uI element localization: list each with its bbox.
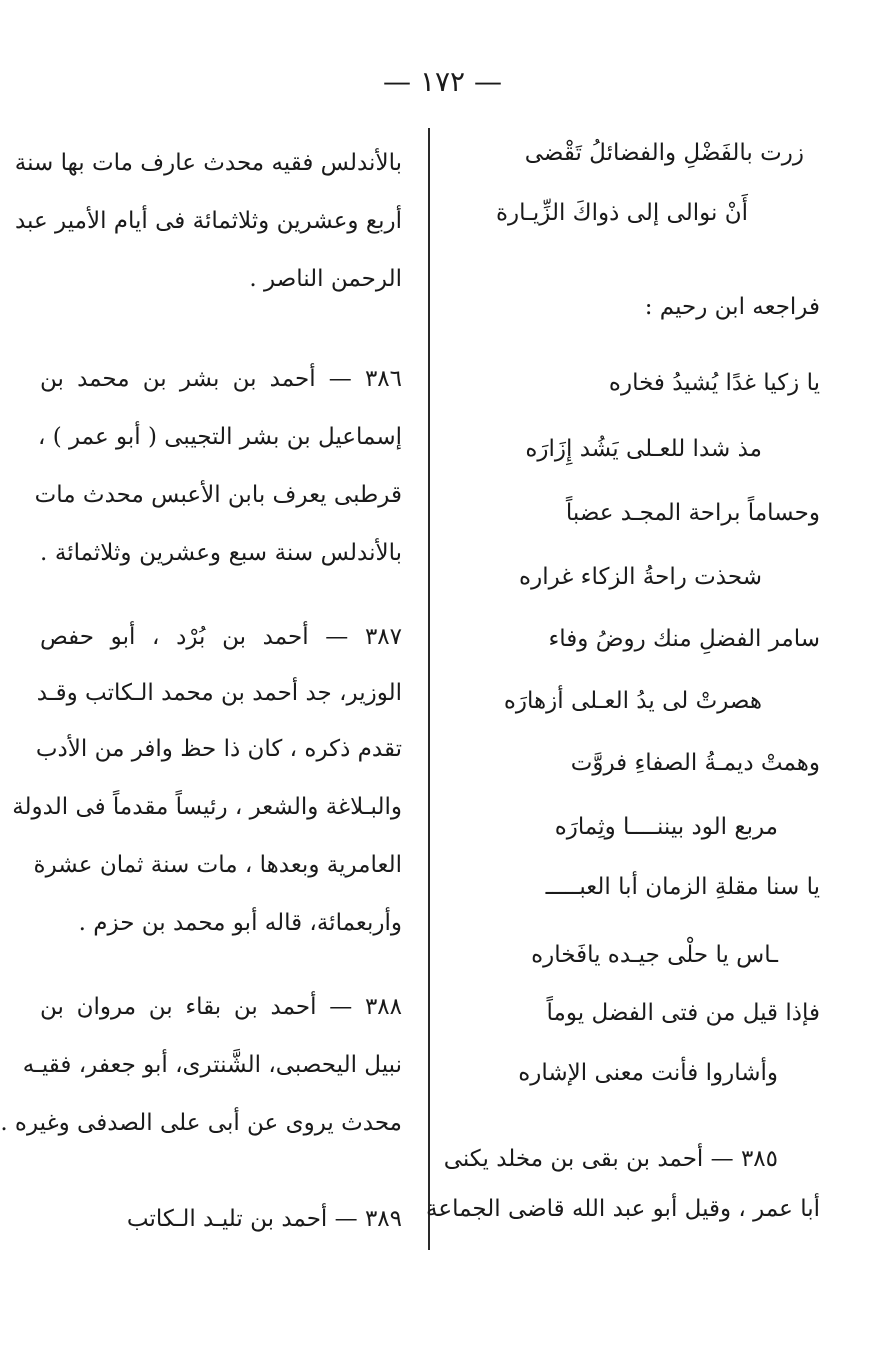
text-line: الرحمن الناصر . xyxy=(249,266,402,292)
text-line: والبـلاغة والشعر ، رئيساً مقدماً فى الدولة xyxy=(12,794,402,820)
text-line: أبا عمر ، وقيل أبو عبد الله قاضى الجماعة xyxy=(426,1196,820,1222)
verse-line: هصرتْ لى يدُ العـلى أزهارَه xyxy=(503,688,762,714)
text-line: نبيل اليحصبى، الشَّنترى، أبو جعفر، فقيـه xyxy=(22,1052,402,1078)
entry-heading: ٣٨٧ — أحمد بن بُرْد ، أبو حفص xyxy=(40,624,402,650)
entry-heading: ٣٨٦ — أحمد بن بشر بن محمد بن xyxy=(40,366,402,392)
entry-heading: ٣٨٩ — أحمد بن تليـد الـكاتب xyxy=(126,1206,402,1232)
page-number: — ١٧٢ — xyxy=(383,65,502,98)
verse-line: سامر الفضلِ منك روضُ وفاء xyxy=(548,626,820,652)
column-divider xyxy=(428,128,430,1250)
text-line: بالأندلس سنة سبع وعشرين وثلاثمائة . xyxy=(40,540,402,566)
verse-line: يا زكيا غدًا يُشيدُ فخاره xyxy=(608,370,820,396)
verse-line: فإذا قيل من فتى الفضل يوماً xyxy=(546,1000,820,1026)
entry-heading: ٣٨٥ — أحمد بن بقى بن مخلد يكنى xyxy=(443,1146,778,1172)
verse-line: يا سنا مقلةِ الزمان أبا العبـــــ xyxy=(545,874,820,900)
text-line: وأربعمائة، قاله أبو محمد بن حزم . xyxy=(78,910,402,936)
left-column xyxy=(0,0,402,1346)
verse-line: زرت بالفَضْلِ والفضائلُ تَقْضى xyxy=(524,140,804,166)
verse-line: مذ شدا للعـلى يَشُد إِزَارَه xyxy=(525,436,762,462)
entry-heading: ٣٨٨ — أحمد بن بقاء بن مروان بن xyxy=(40,994,402,1020)
verse-line: وحساماً براحة المجـد عضباً xyxy=(565,500,820,526)
verse-line: وأشاروا فأنت معنى الإشاره xyxy=(518,1060,778,1086)
text-line: أربع وعشرين وثلاثمائة فى أيام الأمير عبد xyxy=(14,208,402,234)
text-line: الوزير، جد أحمد بن محمد الـكاتب وقـد xyxy=(36,680,402,706)
text-line: بالأندلس فقيه محدث عارف مات بها سنة xyxy=(14,150,402,176)
verse-line: أَنْ نوالى إلى ذواكَ الزِّيـارة xyxy=(495,200,748,226)
text-line: إسماعيل بن بشر التجيبى ( أبو عمر ) ، xyxy=(37,424,402,450)
verse-line: ـاس يا حلْى جيـده يافَخاره xyxy=(531,942,778,968)
text-line: العامرية وبعدها ، مات سنة ثمان عشرة xyxy=(33,852,402,878)
text-line: قرطبى يعرف بابن الأعبس محدث مات xyxy=(34,482,402,508)
text-line: تقدم ذكره ، كان ذا حظ وافر من الأدب xyxy=(35,736,402,762)
verse-line: وهمتْ ديمـةُ الصفاءِ فروَّت xyxy=(570,750,820,776)
text-line: محدث يروى عن أبى على الصدفى وغيره . xyxy=(0,1110,402,1136)
text-line: فراجعه ابن رحيم : xyxy=(644,294,820,320)
verse-line: شحذت راحةُ الزكاء غراره xyxy=(519,564,762,590)
verse-line: مربع الود بيننــــا وثِمارَه xyxy=(554,814,778,840)
